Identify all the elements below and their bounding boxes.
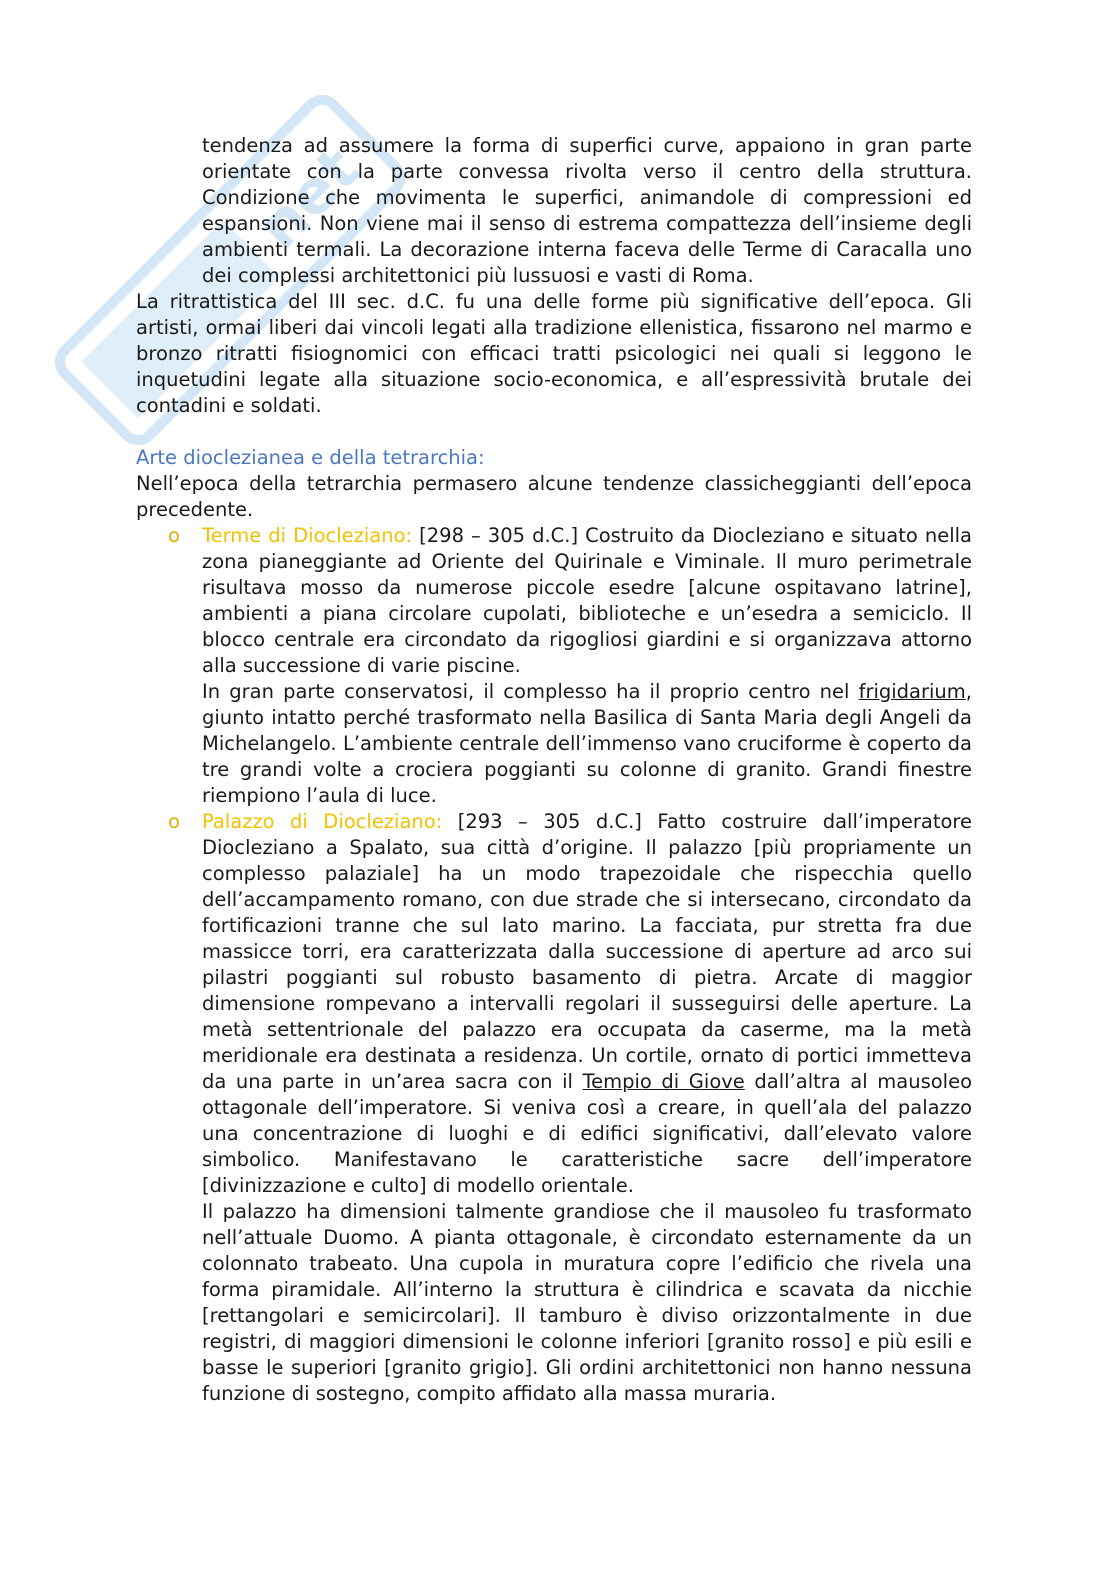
list-item-continuation (202, 679, 972, 809)
paragraph-ritrattistica: La ritrattistica del III sec. d.C. fu una delle forme più significative dell’epoca. Gli artisti, ormai liberi dai vincoli legati alla tradizione ellenistica, fissarono nel marmo e bronzo ritratti fisiognomici con efficaci tratti psicologici nei quali si leggono le inquetudini legate alla situazione socio-economica, e all’espressività brutale dei contadini e soldati. (136, 290, 972, 417)
list-item-palazzo-diocleziano (168, 809, 973, 1407)
tempio-di-giove-underlined-term: Tempio di Giove (582, 1070, 745, 1093)
bullet-marker: o (168, 810, 180, 833)
svg-text:net: net (244, 134, 373, 263)
list-item-body: [298 – 305 d.C.] Costruito da Diocleziano e situato nella zona pianeggiante ad Oriente del Quirinale e Viminale. Il muro perimetrale risultava mosso da numerose piccole esedre [alcune ospitavano latrine], ambienti a piana circolare cupolati, biblioteche e un’esedra a semiciclo. Il blocco centrale era circondato da rigogliosi giardini e si organizzava attorno alla successione di varie piscine. (202, 524, 972, 677)
section-heading: Arte dioclezianea e della tetrarchia: (136, 446, 485, 469)
list-item-text (202, 809, 972, 1199)
continuation-text-end: , giunto intatto perché trasformato nella Basilica di Santa Maria degli Angeli da Michelangelo. L’ambiente centrale dell’immenso vano cruciforme è coperto da tre grandi volte a crociera poggianti su colonne di granito. Grandi finestre riempiono l’aula di luce. (202, 680, 972, 807)
list-item-text (202, 523, 972, 679)
list-item-title: Terme di Diocleziano: (202, 524, 413, 547)
section-intro: Nell’epoca della tetrarchia permasero alcune tendenze classicheggianti dell’epoca precedente. (136, 472, 972, 521)
bullet-marker: o (168, 524, 180, 547)
document-body (136, 133, 972, 1407)
list-item-body-end: dall’altra al mausoleo ottagonale dell’imperatore. Si veniva così a creare, in quell’ala del palazzo una concentrazione di luoghi e di edifici significativi, dall’elevato valore simbolico. Manifestavano le caratteristiche sacre dell’imperatore [divinizzazione e culto] di modello orientale. (202, 1070, 973, 1197)
list-item-terme-diocleziano (168, 523, 972, 809)
list-item-continuation: Il palazzo ha dimensioni talmente grandiose che il mausoleo fu trasformato nell’attuale Duomo. A pianta ottagonale, è circondato esternamente da un colonnato trabeato. Una cupola in muratura copre l’edificio che rivela una forma piramidale. All’interno la struttura è cilindrica e scavata da nicchie [rettangolari e semicircolari]. Il tamburo è diviso orizzontalmente in due registri, di maggiori dimensioni le colonne inferiori [granito rosso] e più esili e basse le superiori [granito grigio]. Gli ordini architettonici non hanno nessuna funzione di sostegno, compito affidato alla massa muraria. (202, 1200, 972, 1405)
paragraph-terme-caracalla-continued: tendenza ad assumere la forma di superfici curve, appaiono in gran parte orientate con la parte convessa rivolta verso il centro della struttura. Condizione che movimenta le superfici, animandole di compressioni ed espansioni. Non viene mai il senso di estrema compattezza dell’insieme degli ambienti termali. La decorazione interna faceva delle Terme di Caracalla uno dei complessi architettonici più lussuosi e vasti di Roma. (202, 134, 972, 287)
continuation-text: In gran parte conservatosi, il complesso ha il proprio centro nel (202, 680, 859, 703)
list-item-title: Palazzo di Diocleziano: (202, 810, 443, 833)
frigidarium-underlined-term: frigidarium (858, 680, 966, 703)
list-item-body: [293 – 305 d.C.] Fatto costruire dall’imperatore Diocleziano a Spalato, sua città d’origine. Il palazzo [più propriamente un complesso palaziale] ha un modo trapezoidale che rispecchia quello dell’accampamento romano, con due strade che si intersecano, circondato da fortificazioni tranne che sul lato marino. La facciata, pur stretta fra due massicce torri, era caratterizzata dalla successione di aperture ad arco sui pilastri poggianti sul robusto basamento di pietra. Arcate di maggior dimensione rompevano a intervalli regolari il susseguirsi delle aperture. La metà settentrionale del palazzo era occupata da caserme, ma la metà meridionale era destinata a residenza. Un cortile, ornato di portici immetteva da una parte in un’area sacra con il (202, 810, 972, 1093)
